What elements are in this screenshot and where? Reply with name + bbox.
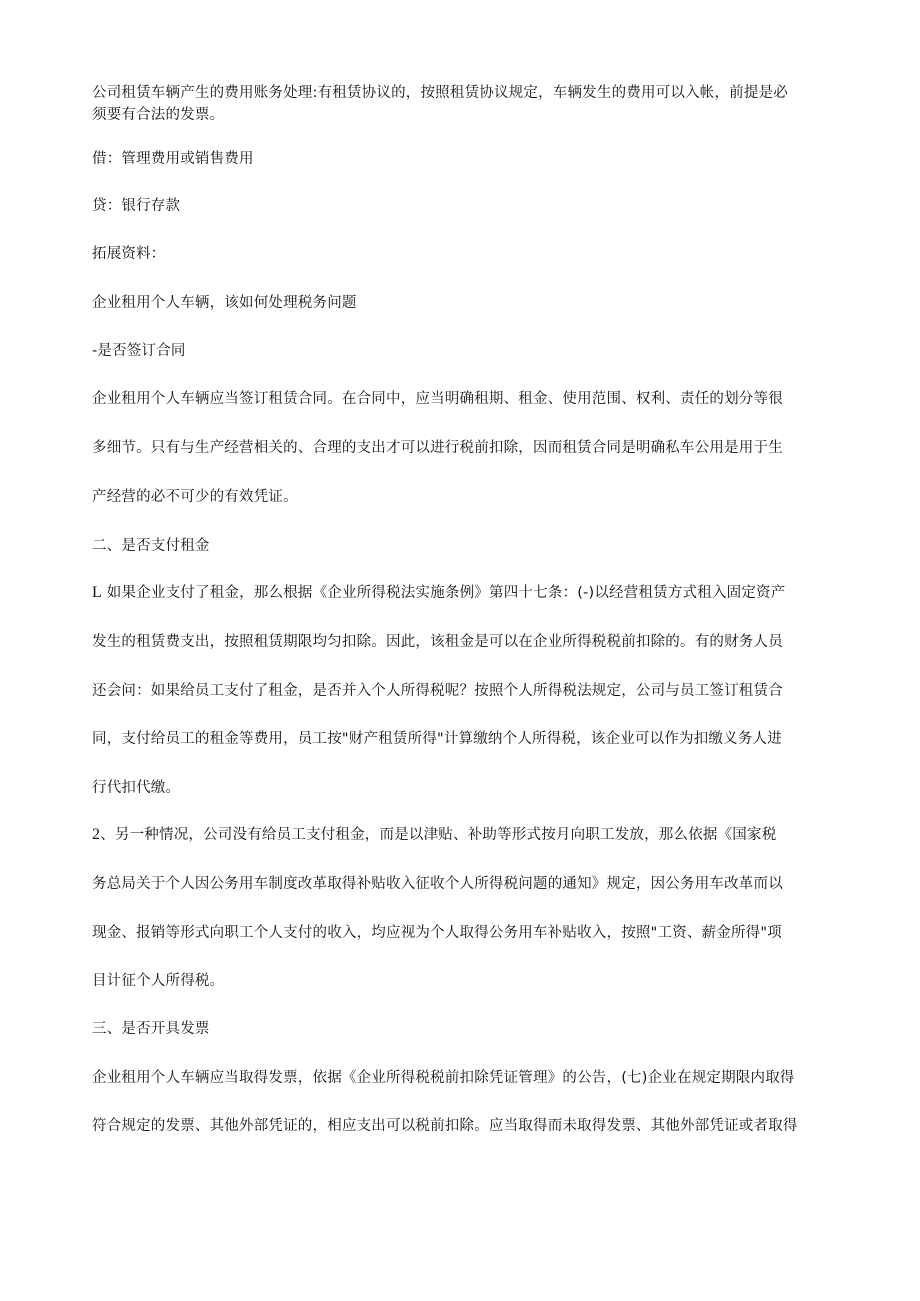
- section-2-para-2-line-1-text: 、另一种情况，公司没有给员工支付租金，而是以津贴、补助等形式按月向职工发放，那么依据《国家税: [100, 827, 777, 843]
- intro-line-2: 须要有合法的发票。: [92, 107, 225, 123]
- section-2-para-1-line-4: 同，支付给员工的租金等费用，员工按"财产租赁所得"计算缴纳个人所得税，该企业可以作为扣缴义务人进: [92, 731, 782, 747]
- section-2-para-1-line-1-text: 如果企业支付了租金，那么根据《企业所得税法实施条例》第四十七条：(-)以经营租赁方式租入固定资产: [106, 585, 786, 601]
- section-3-line-2: 符合规定的发票、其他外部凭证的，相应支出可以税前扣除。应当取得而未取得发票、其他外部凭证或者取得: [92, 1118, 798, 1134]
- item-number-2: 2: [92, 826, 101, 843]
- section-2-para-1-line-3: 还会问：如果给员工支付了租金，是否并入个人所得税呢？按照个人所得税法规定，公司与员工签订租赁合: [92, 683, 783, 699]
- section-3-title: 三、是否开具发票: [92, 1021, 210, 1037]
- intro-line-1: 公司租赁车辆产生的费用账务处理:有租赁协议的，按照租赁协议规定，车辆发生的费用可以入帐，前提是必: [92, 85, 788, 101]
- credit-entry: 贷：银行存款: [92, 198, 181, 214]
- section-1-line-1: 企业租用个人车辆应当签订租赁合同。在合同中，应当明确租期、租金、使用范围、权利、责任的划分等很: [92, 391, 783, 407]
- section-1-line-2: 多细节。只有与生产经营相关的、合理的支出才可以进行税前扣除，因而租赁合同是明确私车公用是用于生: [92, 440, 783, 456]
- topic-title: 企业租用个人车辆，该如何处理税务问题: [92, 295, 357, 311]
- section-2-para-2-line-1: [92, 826, 832, 844]
- section-2-para-1-line-1: [92, 584, 832, 602]
- section-3-line-1: 企业租用个人车辆应当取得发票，依据《企业所得税税前扣除凭证管理》的公告，(七)企业在规定期限内取得: [92, 1070, 795, 1086]
- section-1-line-3: 产经营的必不可少的有效凭证。: [92, 489, 298, 505]
- section-2-para-2-line-2: 务总局关于个人因公务用车制度改革取得补贴收入征收个人所得税问题的通知》规定，因公务用车改革而以: [92, 876, 783, 892]
- section-2-para-2-line-4: 目计征个人所得税。: [92, 973, 225, 989]
- section-1-title: -是否签订合同: [92, 343, 186, 359]
- extension-title: 拓展资料：: [92, 246, 166, 262]
- debit-entry: 借：管理费用或销售费用: [92, 151, 254, 167]
- section-2-para-1-line-5: 行代扣代缴。: [92, 780, 181, 796]
- section-2-title: 二、是否支付租金: [92, 538, 210, 554]
- item-number-1: L: [92, 584, 102, 601]
- section-2-para-2-line-3: 现金、报销等形式向职工个人支付的收入，均应视为个人取得公务用车补贴收入，按照"工资、薪金所得"项: [92, 925, 782, 941]
- section-2-para-1-line-2: 发生的租赁费支出，按照租赁期限均匀扣除。因此，该租金是可以在企业所得税税前扣除的。有的财务人员: [92, 634, 783, 650]
